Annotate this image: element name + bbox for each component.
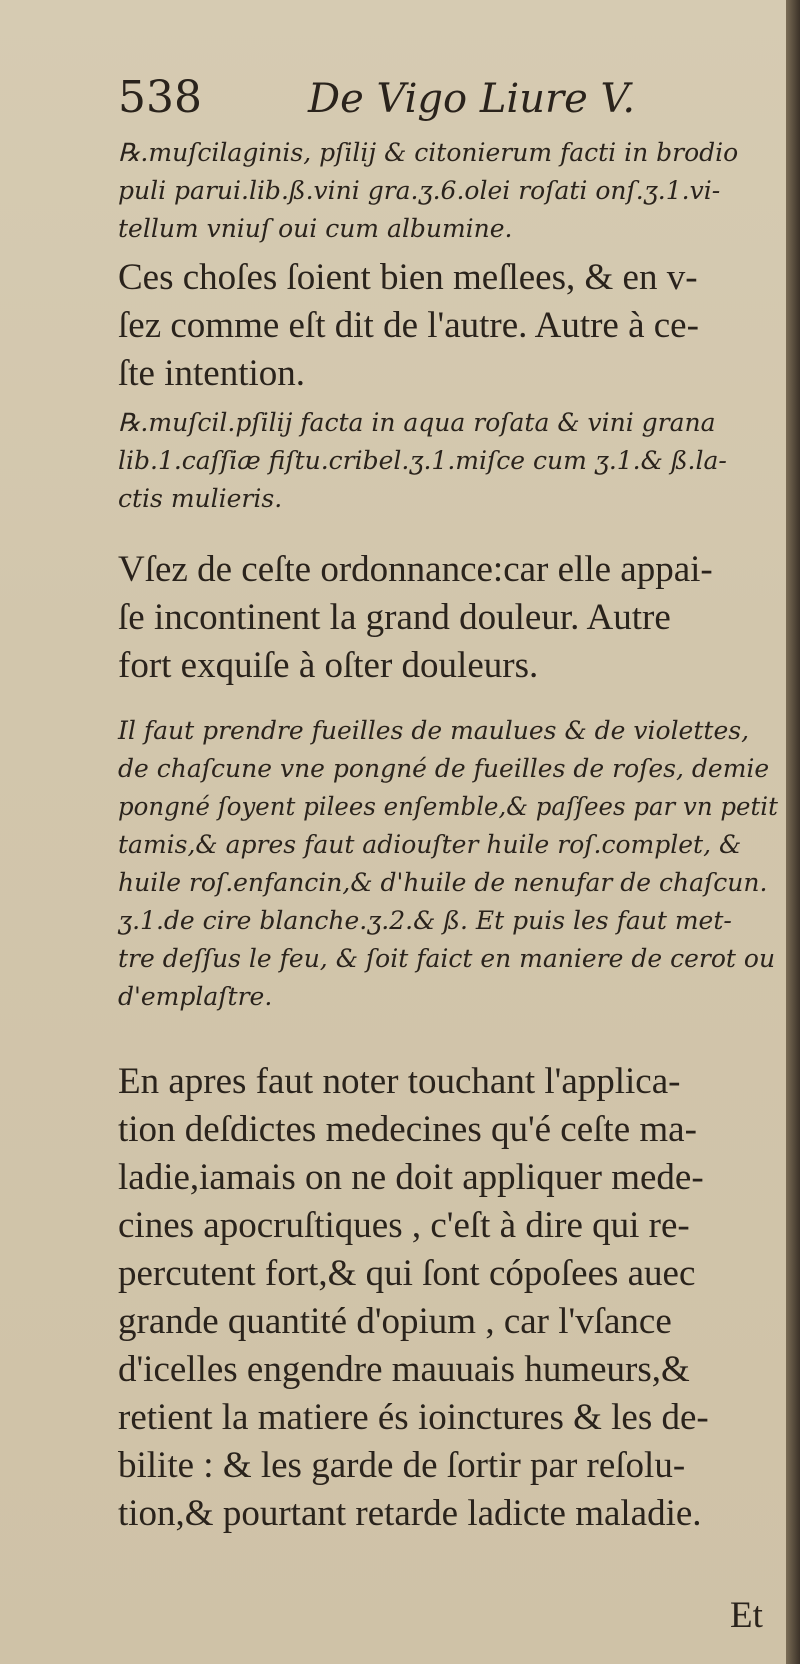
catchword-text: Et xyxy=(730,1595,763,1636)
recipe-line: de chaſcune vne pongné de fueilles de roſes, demie xyxy=(118,754,770,783)
text-line: En apres faut noter touchant l'applica- xyxy=(118,1061,681,1102)
text-line: tion deſdictes medecines qu'é ceſte ma- xyxy=(118,1109,697,1150)
page-number: 538 xyxy=(118,72,202,123)
running-title: De Vigo Liure V. xyxy=(308,76,636,122)
text-line: grande quantité d'opium , car l'vſance xyxy=(118,1301,672,1342)
text-line: ladie,iamais on ne doit appliquer mede- xyxy=(118,1157,704,1198)
text-line: Vſez de ceſte ordonnance:car elle appai- xyxy=(118,549,713,590)
recipe-line: huile roſ.enfancin,& d'huile de nenufar de chaſcun. xyxy=(118,868,768,897)
recipe-line: lib.1.caſſiæ fiſtu.cribel.ʒ.1.miſce cum ʒ.1.& ß.la- xyxy=(118,446,727,475)
paragraph-1 xyxy=(118,254,778,398)
text-line: ſte intention. xyxy=(118,353,306,394)
text-line: bilite : & les garde de ſortir par reſolu- xyxy=(118,1445,686,1486)
recipe-line: ℞.muſcilaginis, pſilij & citonierum facti in brodio xyxy=(118,138,739,167)
recipe-line: ʒ.1.de cire blanche.ʒ.2.& ß. Et puis les faut met- xyxy=(118,906,732,935)
recipe-2 xyxy=(118,404,778,518)
text-line: tion,& pourtant retarde ladicte maladie. xyxy=(118,1493,702,1534)
recipe-1 xyxy=(118,134,778,248)
recipe-line: ℞.muſcil.pſilij facta in aqua roſata & vini grana xyxy=(118,408,716,437)
recipe-line: puli parui.lib.ß.vini gra.ʒ.6.olei roſati onſ.ʒ.1.vi- xyxy=(118,176,721,205)
text-line: fort exquiſe à oſter douleurs. xyxy=(118,645,539,686)
text-line: ſe incontinent la grand douleur. Autre xyxy=(118,597,671,638)
paragraph-2 xyxy=(118,546,778,690)
recipe-line: tamis,& apres faut adiouſter huile roſ.complet, & xyxy=(118,830,742,859)
recipe-line: pongné ſoyent pilees enſemble,& paſſees par vn petit xyxy=(118,792,778,821)
text-line: retient la matiere és ioinctures & les de- xyxy=(118,1397,709,1438)
text-line: percutent fort,& qui ſont cópoſees auec xyxy=(118,1253,696,1294)
paragraph-3 xyxy=(118,1058,778,1538)
recipe-line: ctis mulieris. xyxy=(118,484,283,513)
recipe-line: Il faut prendre fueilles de maulues & de violettes, xyxy=(118,716,750,745)
recipe-line: tre deſſus le feu, & ſoit faict en maniere de cerot ou xyxy=(118,944,776,973)
text-line: Ces choſes ſoient bien meſlees, & en v- xyxy=(118,257,698,298)
text-line: cines apocruſtiques , c'eſt à dire qui re- xyxy=(118,1205,690,1246)
recipe-line: d'emplaſtre. xyxy=(118,982,273,1011)
text-line: ſez comme eſt dit de l'autre. Autre à ce- xyxy=(118,305,699,346)
text-line: d'icelles engendre mauuais humeurs,& xyxy=(118,1349,690,1390)
catchword xyxy=(730,1592,780,1640)
recipe-3 xyxy=(118,712,778,1016)
recipe-line: tellum vniuſ oui cum albumine. xyxy=(118,214,513,243)
page-header xyxy=(118,72,658,132)
page-gutter xyxy=(786,0,800,1664)
